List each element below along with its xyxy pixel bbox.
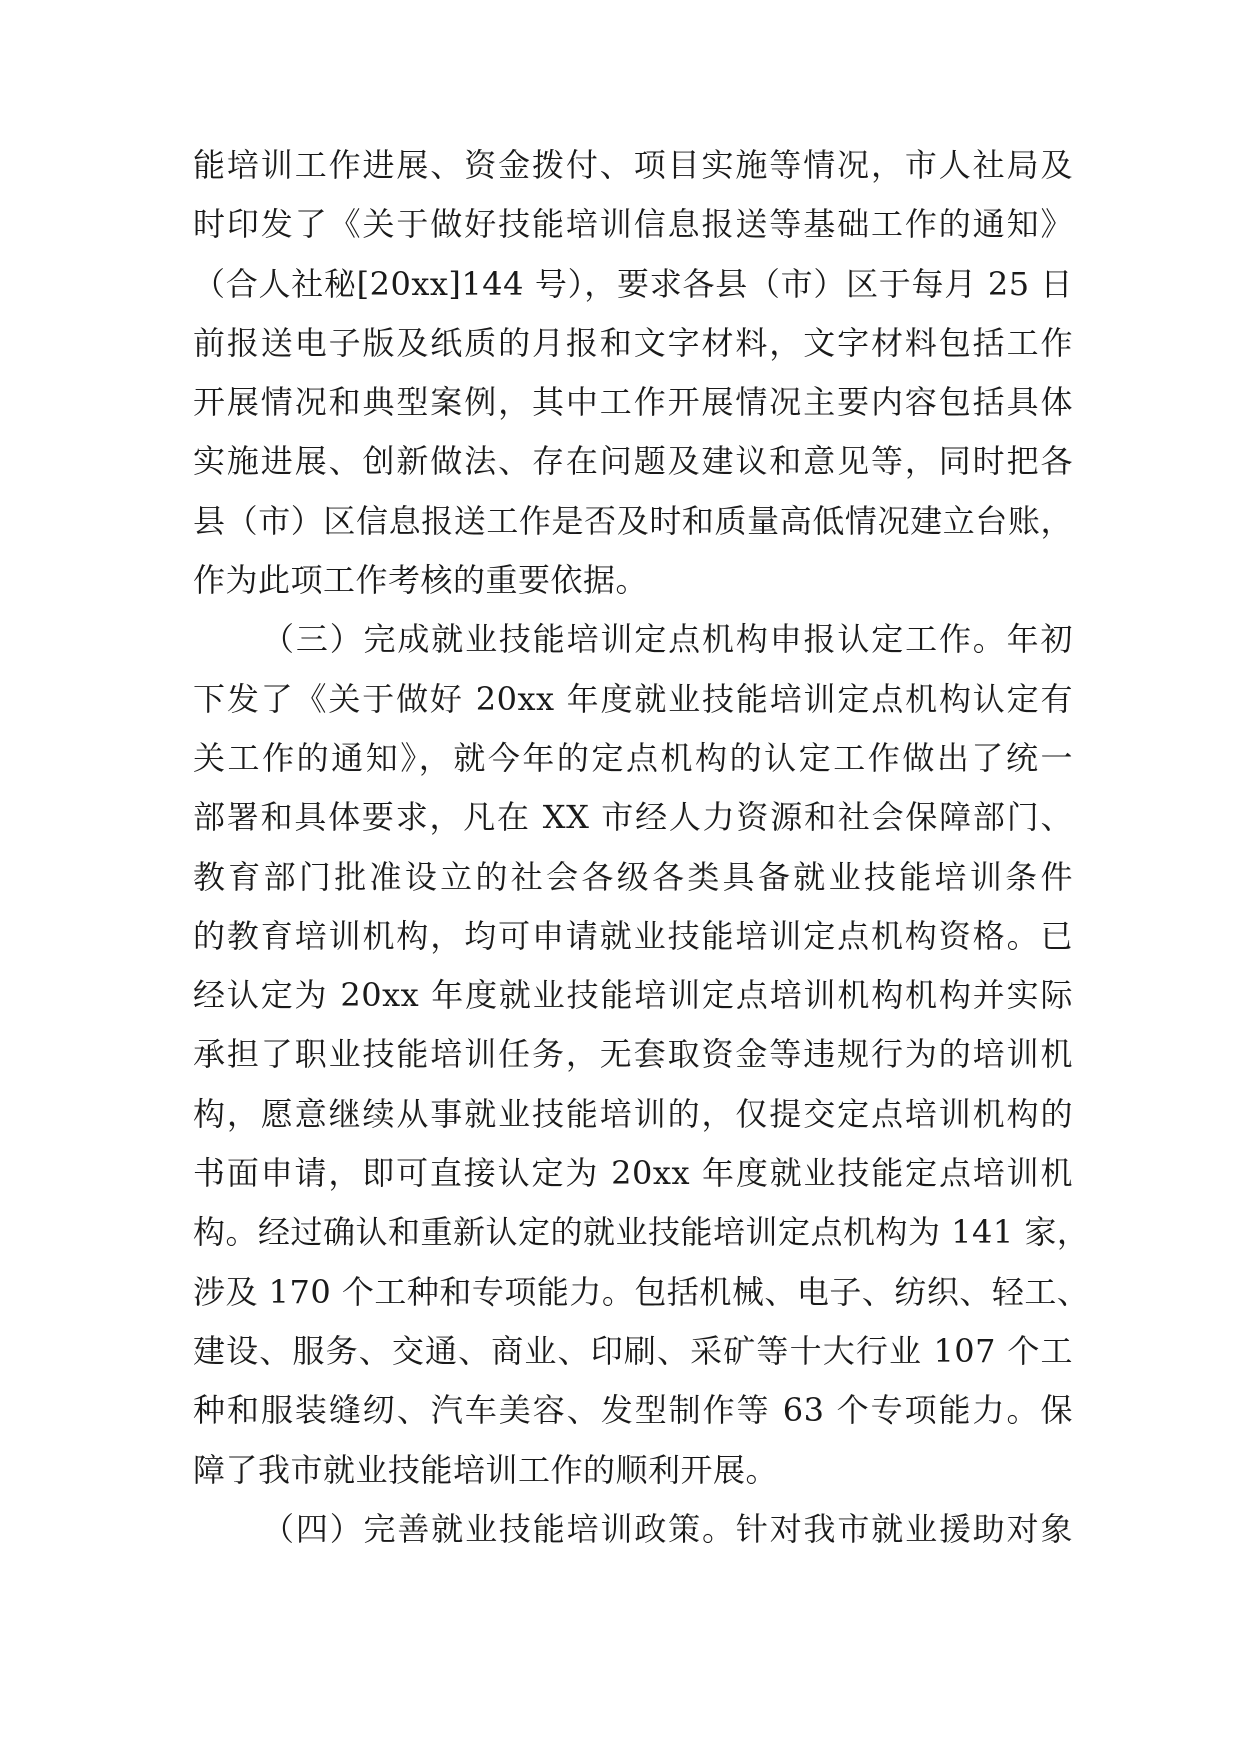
- text-line: 书面申请，即可直接认定为 20xx 年度就业技能定点培训机: [193, 1154, 1073, 1193]
- text-line: （合人社秘[20xx]144 号），要求各县（市）区于每月 25 日: [193, 264, 1073, 303]
- text-line: 县（市）区信息报送工作是否及时和质量高低情况建立台账，: [193, 501, 1073, 540]
- text-line: 下发了《关于做好 20xx 年度就业技能培训定点机构认定有: [193, 679, 1073, 718]
- text-line: 涉及 170 个工种和专项能力。包括机械、电子、纺织、轻工、: [193, 1272, 1090, 1311]
- section-heading-line: （三）完成就业技能培训定点机构申报认定工作。年初: [262, 620, 1073, 659]
- text-line: 关工作的通知》，就今年的定点机构的认定工作做出了统一: [193, 738, 1073, 777]
- text-line: 前报送电子版及纸质的月报和文字材料，文字材料包括工作: [193, 323, 1073, 362]
- text-line: 能培训工作进展、资金拨付、项目实施等情况，市人社局及: [193, 146, 1073, 184]
- text-line: 经认定为 20xx 年度就业技能培训定点培训机构机构并实际: [193, 976, 1073, 1015]
- document-body: [193, 136, 1090, 1559]
- text-line: 作为此项工作考核的重要依据。: [193, 561, 649, 600]
- text-line: 承担了职业技能培训任务，无套取资金等违规行为的培训机: [193, 1035, 1073, 1074]
- text-line: 障了我市就业技能培训工作的顺利开展。: [193, 1450, 779, 1489]
- text-line: 实施进展、创新做法、存在问题及建议和意见等，同时把各: [193, 442, 1073, 481]
- text-line: 时印发了《关于做好技能培训信息报送等基础工作的通知》: [193, 205, 1073, 244]
- text-line: 的教育培训机构，均可申请就业技能培训定点机构资格。已: [193, 916, 1073, 955]
- text-line: 种和服装缝纫、汽车美容、发型制作等 63 个专项能力。保: [193, 1391, 1073, 1430]
- text-line: 教育部门批准设立的社会各级各类具备就业技能培训条件: [193, 857, 1073, 896]
- text-line: 构。经过确认和重新认定的就业技能培训定点机构为 141 家，: [193, 1213, 1090, 1252]
- text-line: 建设、服务、交通、商业、印刷、采矿等十大行业 107 个工: [193, 1331, 1073, 1370]
- text-line: 开展情况和典型案例，其中工作开展情况主要内容包括具体: [193, 383, 1073, 422]
- section-heading-line: （四）完善就业技能培训政策。针对我市就业援助对象: [262, 1509, 1073, 1548]
- text-line: 部署和具体要求，凡在 XX 市经人力资源和社会保障部门、: [193, 798, 1073, 837]
- text-line: 构，愿意继续从事就业技能培训的，仅提交定点培训机构的: [193, 1094, 1073, 1133]
